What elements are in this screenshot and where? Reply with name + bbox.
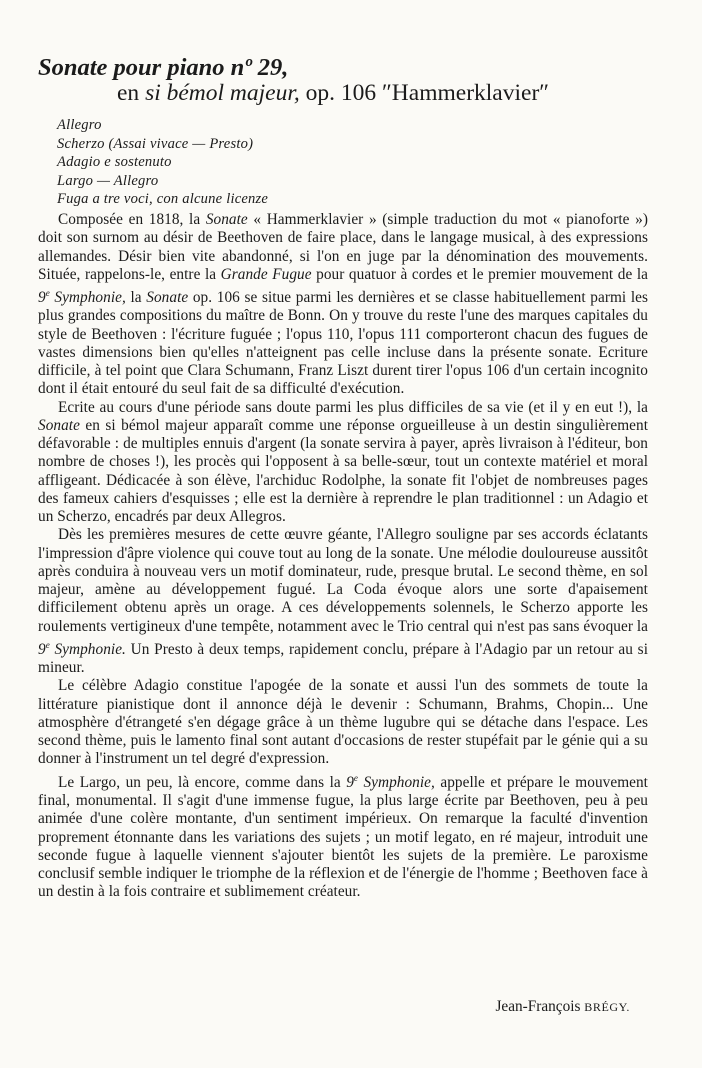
text-run: Grande Fugue — [220, 265, 312, 283]
text-run: pour quatuor à cordes et le premier mouvement de la — [311, 265, 648, 283]
text-run: Ecrite au cours d'une période sans doute parmi les plus difficiles de sa vie (et il y en eut !), la — [58, 398, 648, 416]
movement-item: Fuga a tre voci, con alcune licenze — [57, 191, 269, 208]
article-body — [38, 211, 648, 902]
body-paragraph — [38, 399, 648, 527]
body-paragraph — [38, 677, 648, 768]
body-paragraph — [38, 769, 648, 902]
sonata-subtitle — [117, 80, 549, 107]
text-run: la — [125, 289, 147, 307]
text-run: 9 — [38, 289, 46, 307]
text-run: Sonate — [146, 289, 189, 307]
author-signature — [495, 998, 630, 1016]
author-last-name: BRÉGY. — [584, 1000, 630, 1014]
movement-item: Adagio e sostenuto — [57, 154, 172, 171]
text-run: Un Presto à deux temps, rapidement conclu, prépare à l'Adagio par un retour au si mineur. — [38, 640, 648, 677]
subtitle-key: si bémol majeur, — [145, 80, 300, 106]
text-run: Le Largo, un peu, là encore, comme dans la — [58, 773, 347, 791]
movement-list — [57, 116, 268, 209]
text-run: Dès les premières mesures de cette œuvre géante, l'Allegro souligne par ses accords éclatants l'impression d'âpre violence qui couve tout au long de la sonate. Une mélodie douloureuse aussitôt après conduira à nouveau vers un motif dominateur, rude, presque brutal. Le second thème, en sol majeur, amène au développement fugué. La Coda évoque alors une sorte d'apaisement difficilement obtenu après un orage. A ces développements solennels, le Scherzo apporte les roulements vertigineux d'une tempête, notamment avec le Trio central qui n'est pas sans évoquer la — [38, 526, 648, 635]
superscript-run: e — [45, 288, 50, 298]
body-paragraph — [38, 211, 648, 399]
movement-item: Allegro — [57, 117, 102, 133]
text-run: appelle et prépare le mouvement final, monumental. Il s'agit d'une immense fugue, la plus large écrite par Beethoven, peu à peu animée d'une colère montante, d'un sentiment impérieux. On remarque la faculté d'invention proprement étonnante dans les variations des sujets ; un motif legato, en ré majeur, introduit une seconde fugue à laquelle viennent s'ajouter bientôt les sujets de la première. Le paroxisme conclusif semble indiquer le triomphe de la réflexion et de l'énergie de l'homme ; Beethoven face à un destin à la fois contraire et sublimement créateur. — [38, 773, 648, 901]
text-run: 9 — [346, 773, 354, 791]
text-run: Symphonie, — [49, 289, 126, 307]
text-run: Symphonie, — [357, 773, 435, 791]
text-run: en si bémol majeur apparaît comme une réponse orgueilleuse à un destin singulièrement défavorable : de multiples ennuis d'argent (la sonate servira à payer, après livraison à l'éditeur, bon nombre de choses !), les procès qui l'opposent à sa belle-sœur, tout un contexte matériel et moral affligeant. Dédicacée à son élève, l'archiduc Rodolphe, la sonate fit l'objet de nombreuses pages des fameux cahiers d'esquisses ; elle est la dernière à reprendre le plan traditionnel : un Adagio et un Scherzo, encadrés par deux Allegros. — [38, 416, 648, 526]
movement-item: Largo — Allegro — [57, 172, 159, 189]
author-first-name: Jean-François — [495, 998, 585, 1015]
text-run: « Hammerklavier » (simple traduction du mot « pianoforte ») doit son surnom au désir de Beethoven de faire place, dans le langage musical, à des expressions allemandes. Désir bien vite abandonné, si l'on en juge par la dénomination des mouvements. Située, rappelons-le, entre la — [38, 211, 648, 283]
subtitle-opus: op. 106 ″Hammerklavier″ — [299, 80, 550, 106]
superscript-run: e — [45, 639, 50, 650]
text-run: Composée en 1818, la — [58, 211, 206, 228]
superscript-run: e — [353, 772, 358, 783]
text-run: 9 — [38, 640, 46, 658]
text-run: Symphonie. — [49, 640, 126, 658]
sonata-title: Sonate pour piano nº 29, — [38, 54, 289, 81]
text-run: Le célèbre Adagio constitue l'apogée de la sonate et aussi l'un des sommets de toute la littérature pianistique dont il annonce déjà le devenir : Schumann, Brahms, Chopin... Une atmosphère d'étrangeté s'en dégage grâce à un thème lugubre qui se détache dans l'espace. Les second thème, puis le lamento final sont autant d'occasions de rester stupéfait par le génie qui a su donner à l'instrument un tel degré d'expression. — [38, 677, 648, 768]
movement-item: Scherzo (Assai vivace — Presto) — [57, 135, 254, 152]
text-run: Sonate — [205, 211, 248, 228]
text-run: Sonate — [38, 416, 80, 434]
subtitle-prefix: en — [117, 80, 146, 106]
body-paragraph — [38, 526, 648, 677]
text-run: op. 106 se situe parmi les dernières et se classe habituellement parmi les plus grandes compositions du maître de Bonn. On y trouve du reste l'une des marques capitales du style de Beethoven : l'écriture fuguée ; l'opus 110, l'opus 111 comporteront chacun des fugues de vastes dimensions bien qu'elles n'atteignent pas celle incluse dans la présente sonate. Ecriture difficile, à tel point que Clara Schumann, Franz Liszt durent tirer l'opus 106 d'un certain incognito dont il était entouré du seul fait de sa difficulté d'exécution. — [38, 289, 648, 398]
